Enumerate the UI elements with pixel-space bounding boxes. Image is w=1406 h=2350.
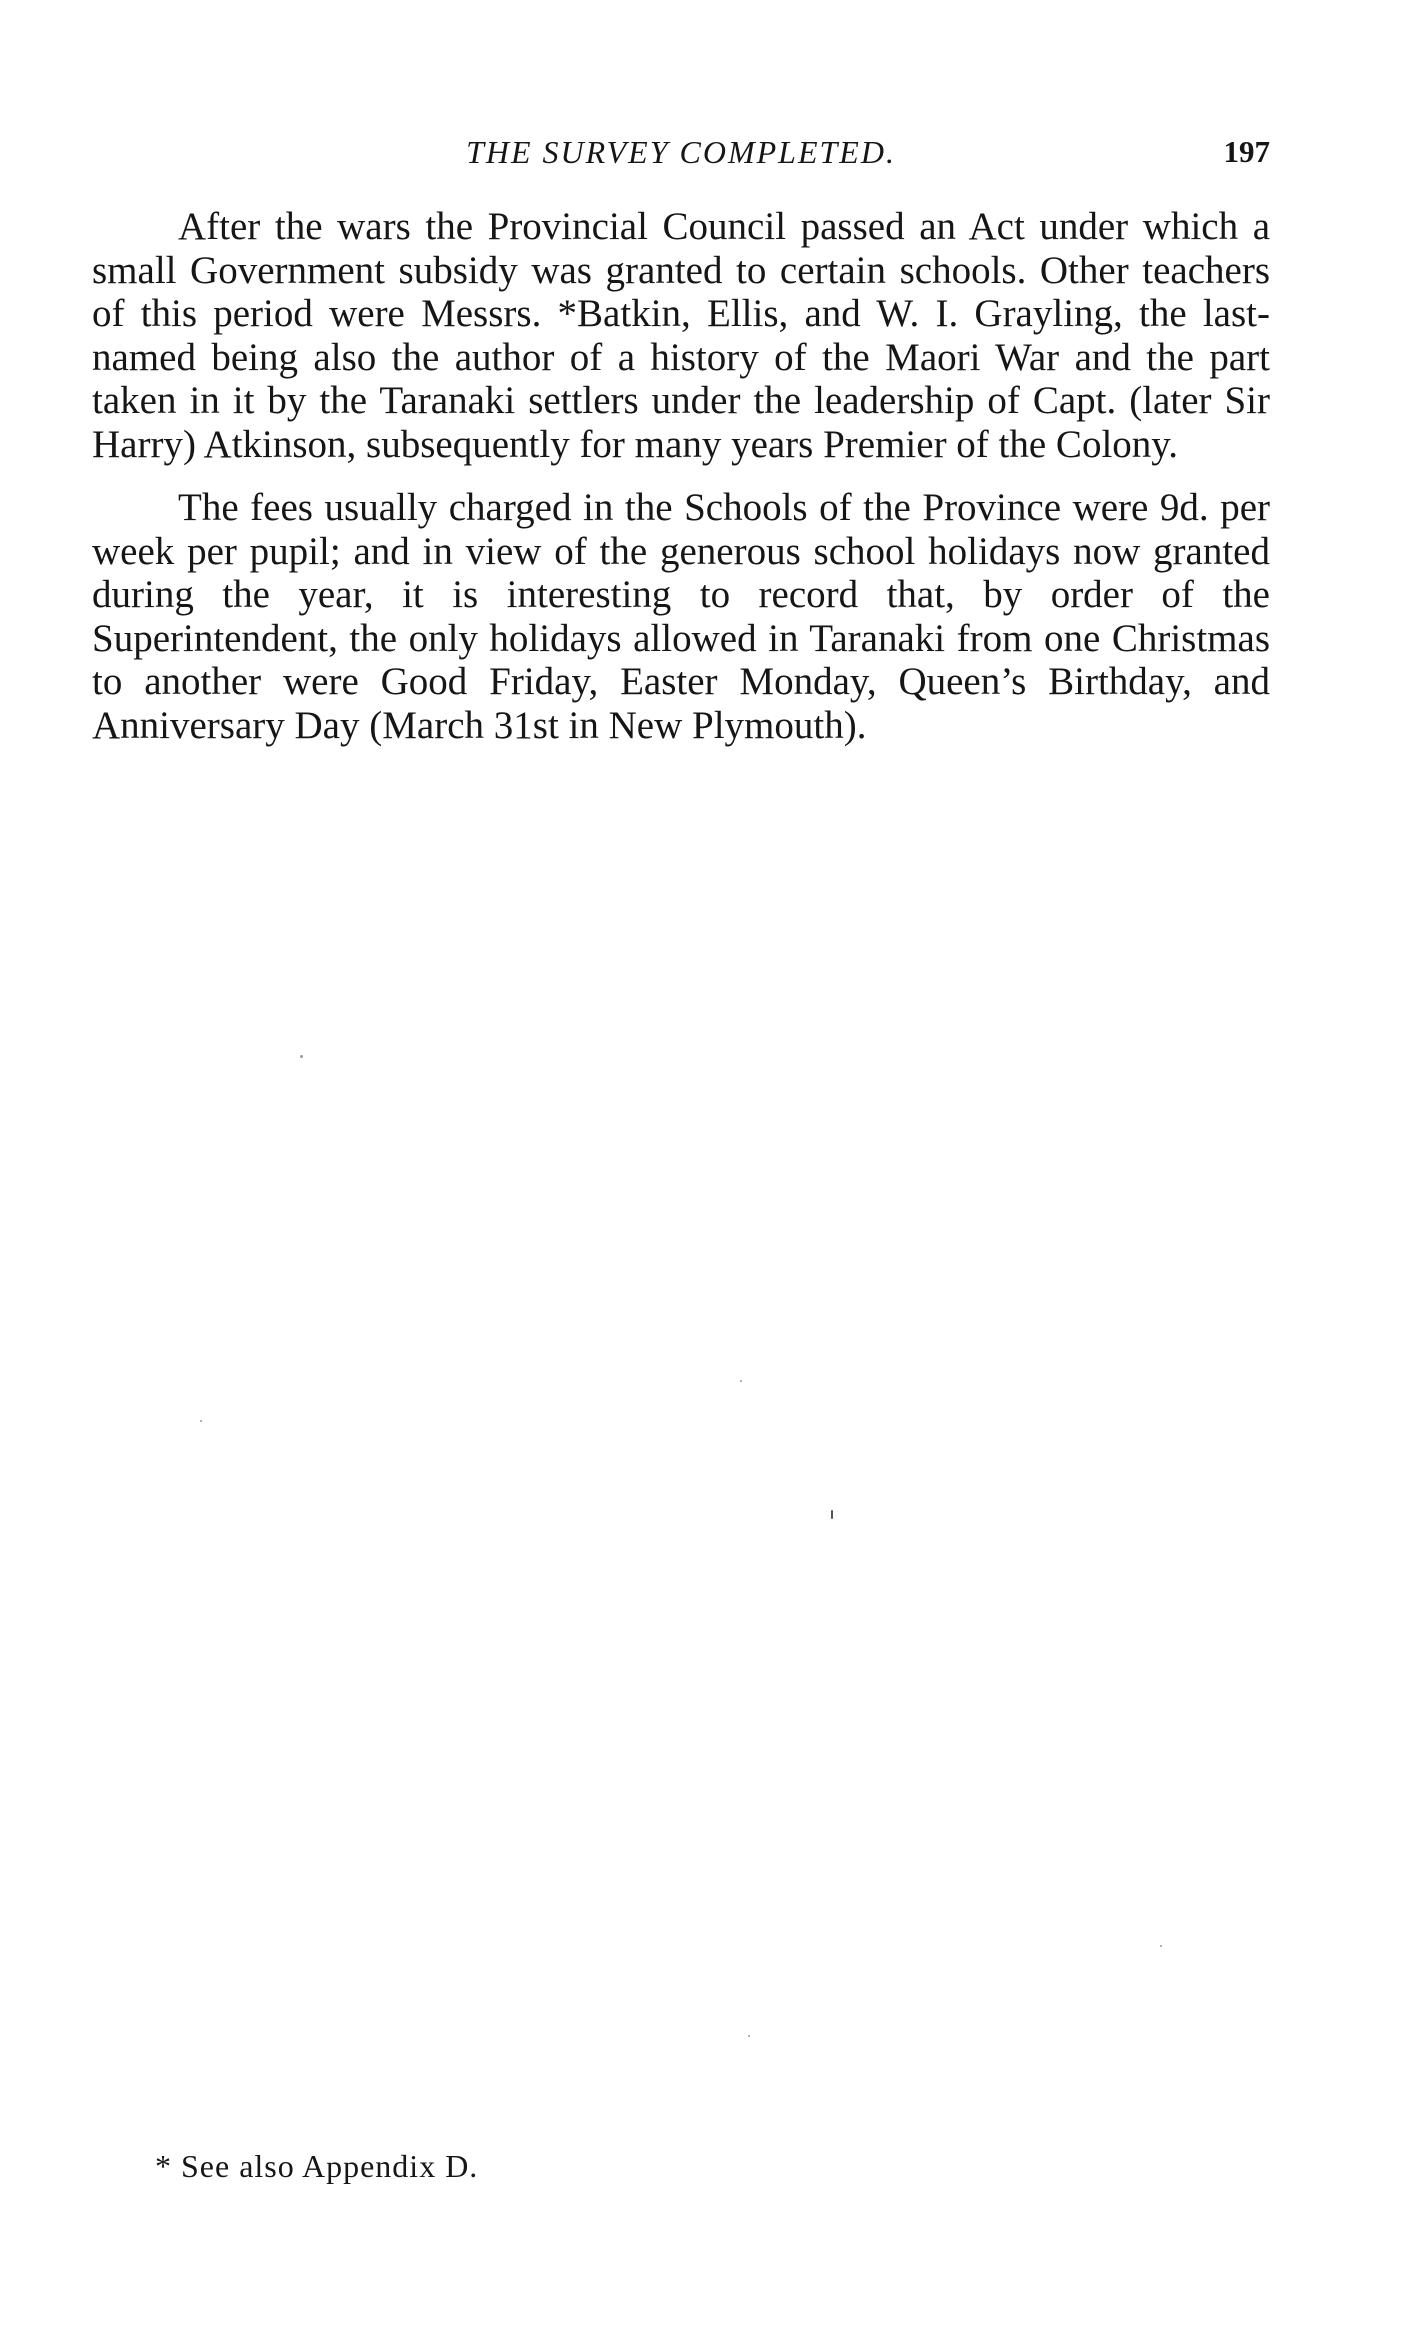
scan-speck xyxy=(200,1420,202,1422)
body-text xyxy=(92,205,1270,767)
page-number: 197 xyxy=(1223,134,1270,169)
paragraph-schools-subsidy: After the wars the Provincial Council passed an Act under which a small Government subsidy was granted to certain schools. Other teachers of this period were Messrs. *Batkin, Ellis, and W. I. Grayling, the last-named being also the author of a history of the Maori War and the part taken in it by the Taranaki settlers under the leadership of Capt. (later Sir Harry) Atkinson, subsequently for many years Premier of the Colony. xyxy=(92,205,1270,466)
running-title: THE SURVEY COMPLETED. xyxy=(466,134,896,170)
scan-speck xyxy=(300,1055,303,1058)
scan-speck xyxy=(748,2035,750,2037)
scan-speck xyxy=(1160,1945,1162,1947)
scan-speck xyxy=(740,1380,742,1382)
running-head xyxy=(92,130,1270,174)
paragraph-fees-holidays: The fees usually charged in the Schools of the Province were 9d. per week per pupil; and in view of the generous school holidays now granted during the year, it is interesting to record that, by order of the Superintendent, the only holidays allowed in Taranaki from one Christmas to another were Good Friday, Easter Monday, Queen’s Birthday, and Anniversary Day (March 31st in New Plymouth). xyxy=(92,486,1270,747)
footnote: * See also Appendix D. xyxy=(155,2148,479,2184)
scan-speck xyxy=(831,1510,833,1519)
